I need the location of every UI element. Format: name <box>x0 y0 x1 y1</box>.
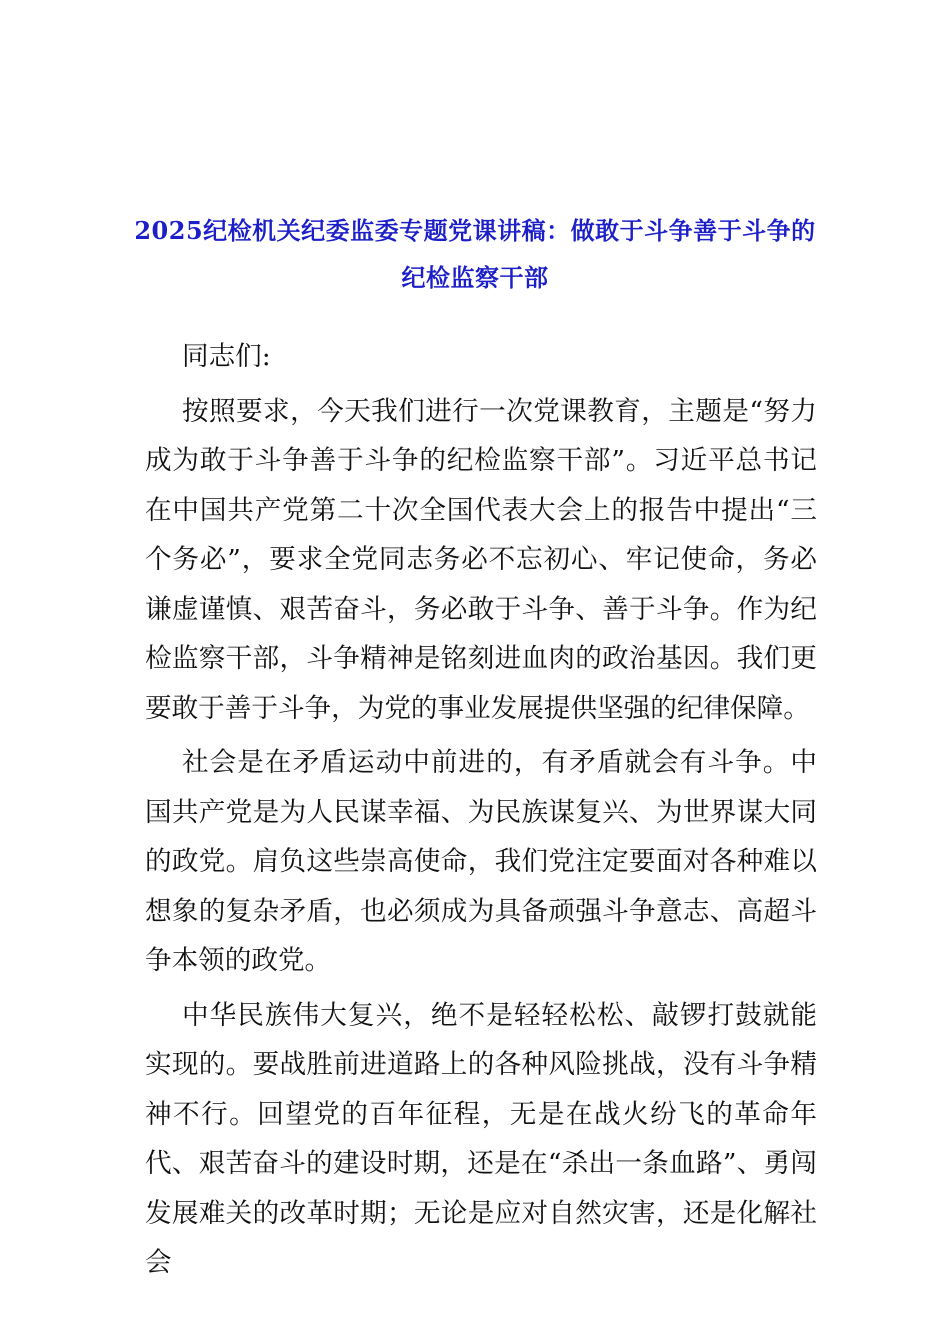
salutation: 同志们: <box>182 341 271 372</box>
body-paragraph-1: 按照要求，今天我们进行一次党课教育，主题是“努力成为敢于斗争善于斗争的纪检监察干部”。习近平总书记在中国共产党第二十次全国代表大会上的报告中提出“三个务必”，要求全党同志务必不忘初心、牢记使命，务必谦虚谨慎、艰苦奋斗，务必敢于斗争、善于斗争。作为纪检监察干部，斗争精神是铭刻进血肉的政治基因。我们更要敢于善于斗争，为党的事业发展提供坚强的纪律保障。 <box>145 395 817 724</box>
body-paragraph-3: 中华民族伟大复兴，绝不是轻轻松松、敲锣打鼓就能实现的。要战胜前进道路上的各种风险挑战，没有斗争精神不行。回望党的百年征程，无是在战火纷飞的革命年代、艰苦奋斗的建设时期，还是在“杀出一条血路”、勇闯发展难关的改革时期；无论是应对自然灾害，还是化解社会 <box>145 999 817 1278</box>
body-paragraph-2: 社会是在矛盾运动中前进的，有矛盾就会有斗争。中国共产党是为人民谋幸福、为民族谋复兴、为世界谋大同的政党。肩负这些崇高使命，我们党注定要面对各种难以想象的复杂矛盾，也必须成为具备顽强斗争意志、高超斗争本领的政党。 <box>145 747 817 976</box>
document-body <box>145 332 817 1293</box>
document-title: 2025纪检机关纪委监委专题党课讲稿：做敢于斗争善于斗争的纪检监察干部 <box>134 216 816 292</box>
